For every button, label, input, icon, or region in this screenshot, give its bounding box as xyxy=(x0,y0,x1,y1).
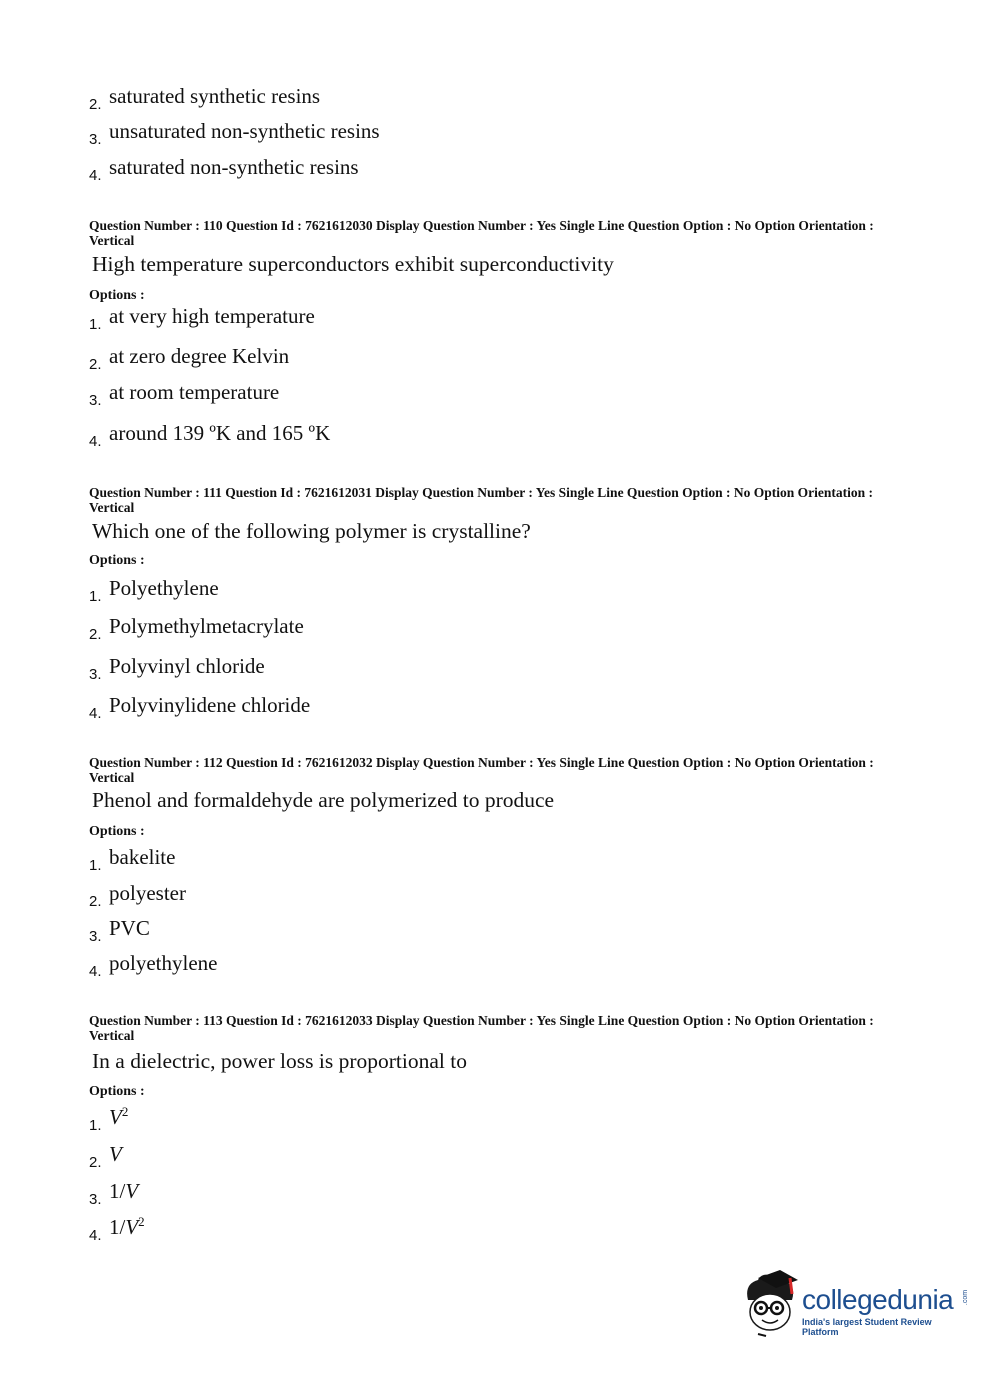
option-number: 4. xyxy=(89,167,102,184)
option-number: 1. xyxy=(89,588,102,605)
option-text: polyester xyxy=(109,881,186,905)
question-meta: Question Number : 112 Question Id : 7621612032 Display Question Number : Yes Single Line Question Option : No Option Orientation : Vertical xyxy=(89,755,874,785)
option-text xyxy=(109,1179,138,1203)
option-number: 4. xyxy=(89,705,102,722)
options-label: Options : xyxy=(89,1084,145,1099)
option-text xyxy=(109,1105,128,1129)
options-label: Options : xyxy=(89,824,145,839)
option-1 xyxy=(89,845,175,874)
option-text: Polymethylmetacrylate xyxy=(109,614,304,638)
option-number: 1. xyxy=(89,857,102,874)
option-4 xyxy=(89,421,330,450)
option-3 xyxy=(89,654,265,683)
option-text: Polyethylene xyxy=(109,576,219,600)
option-text xyxy=(109,1215,145,1239)
logo-tagline: India's largest Student Review Platform xyxy=(802,1317,932,1337)
option-text: around 139 ºK and 165 ºK xyxy=(109,421,331,445)
option-3 xyxy=(89,916,150,945)
option-number: 2. xyxy=(89,626,102,643)
option-text: Polyvinyl chloride xyxy=(109,654,265,678)
option-1 xyxy=(89,1104,128,1134)
option-number: 3. xyxy=(89,392,102,409)
option-text: unsaturated non-synthetic resins xyxy=(109,119,380,143)
option-number: 1. xyxy=(89,316,102,333)
option-number: 4. xyxy=(89,433,102,450)
option-2 xyxy=(89,1141,122,1171)
option-2 xyxy=(89,344,289,373)
option-number: 3. xyxy=(89,1191,102,1208)
option-number: 2. xyxy=(89,96,102,113)
math-variable: V xyxy=(125,1179,139,1203)
option-2 xyxy=(89,614,304,643)
option-4 xyxy=(89,1214,145,1244)
option-number: 3. xyxy=(89,666,102,683)
option-3 xyxy=(89,380,279,409)
options-label: Options : xyxy=(89,288,145,303)
question-text: Phenol and formaldehyde are polymerized to produce xyxy=(92,788,555,812)
option-4 xyxy=(89,693,310,722)
option-3 xyxy=(89,1178,138,1208)
logo-wordmark: collegedunia xyxy=(802,1284,954,1315)
question-meta: Question Number : 110 Question Id : 7621612030 Display Question Number : Yes Single Line Question Option : No Option Orientation : Vertical xyxy=(89,218,874,248)
option-text: bakelite xyxy=(109,845,176,869)
option-text: PVC xyxy=(109,916,150,940)
option-text xyxy=(109,1142,122,1166)
option-1 xyxy=(89,576,219,605)
option-number: 2. xyxy=(89,356,102,373)
option-text: at room temperature xyxy=(109,380,280,404)
mascot-icon xyxy=(740,1270,800,1340)
option-text: polyethylene xyxy=(109,951,218,975)
collegedunia-logo[interactable] xyxy=(740,1270,970,1340)
option-2 xyxy=(89,84,320,113)
logo-domain: .com xyxy=(962,1289,970,1306)
option-3 xyxy=(89,119,380,148)
option-number: 2. xyxy=(89,893,102,910)
options-label: Options : xyxy=(89,553,145,568)
option-text: saturated non-synthetic resins xyxy=(109,155,359,179)
math-variable: V xyxy=(109,1105,122,1129)
option-number: 3. xyxy=(89,928,102,945)
option-2 xyxy=(89,881,186,910)
option-text: saturated synthetic resins xyxy=(109,84,321,108)
option-number: 4. xyxy=(89,963,102,980)
math-variable: V xyxy=(109,1142,122,1166)
option-number: 3. xyxy=(89,131,102,148)
math-variable: V xyxy=(125,1215,139,1239)
question-meta: Question Number : 111 Question Id : 7621612031 Display Question Number : Yes Single Line Question Option : No Option Orientation : Vertical xyxy=(89,485,873,515)
option-number: 2. xyxy=(89,1154,102,1171)
option-number: 1. xyxy=(89,1117,102,1134)
option-4 xyxy=(89,951,217,980)
option-4 xyxy=(89,155,359,184)
question-text: In a dielectric, power loss is proportional to xyxy=(92,1049,467,1073)
option-text: Polyvinylidene chloride xyxy=(109,693,311,717)
math-prefix: 1/ xyxy=(109,1179,126,1203)
option-1 xyxy=(89,304,315,333)
option-text: at zero degree Kelvin xyxy=(109,344,290,368)
math-prefix: 1/ xyxy=(109,1215,126,1239)
option-text: at very high temperature xyxy=(109,304,315,328)
question-text: High temperature superconductors exhibit superconductivity xyxy=(92,252,614,276)
question-text: Which one of the following polymer is crystalline? xyxy=(92,519,531,543)
math-exponent: 2 xyxy=(138,1214,145,1229)
math-exponent: 2 xyxy=(121,1104,129,1119)
option-number: 4. xyxy=(89,1227,102,1244)
question-meta: Question Number : 113 Question Id : 7621612033 Display Question Number : Yes Single Line Question Option : No Option Orientation : Vertical xyxy=(89,1013,874,1043)
